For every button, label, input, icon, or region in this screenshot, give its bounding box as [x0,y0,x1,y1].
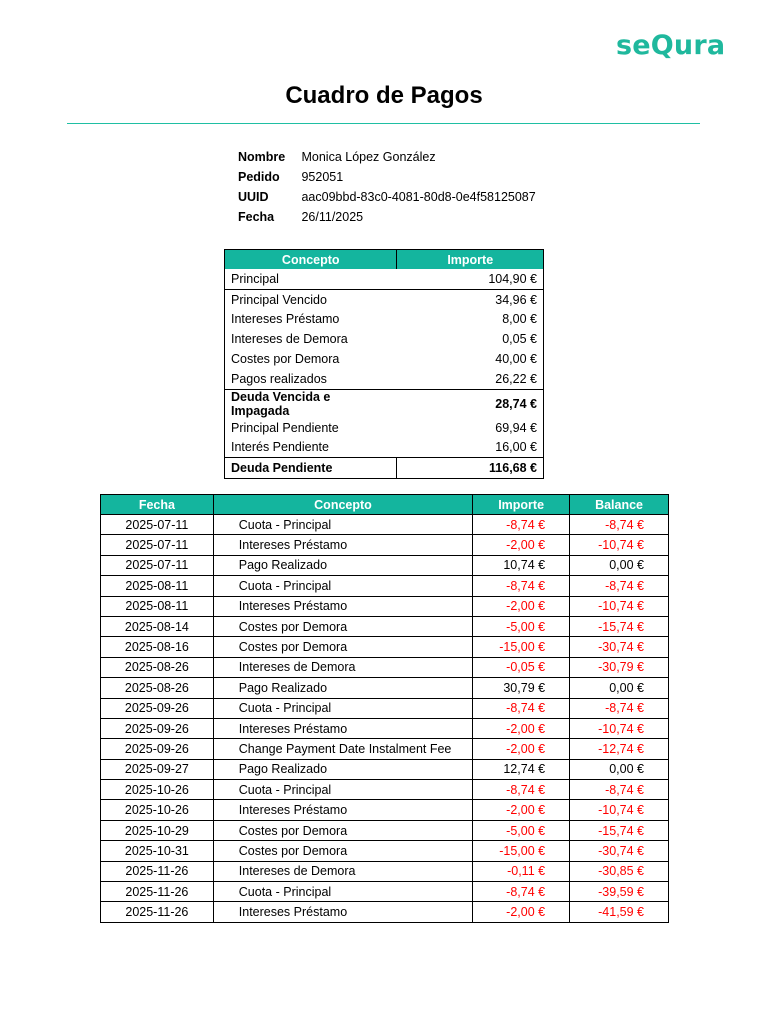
summary-amount: 40,00 € [495,352,537,367]
row-concept: Cuota - Principal [213,576,472,596]
summary-header-concepto: Concepto [225,250,397,270]
info-label: UUID [238,190,269,204]
summary-label: Intereses de Demora [231,332,348,347]
row-amount: -15,00 € [473,637,570,657]
info-row-pedido [238,167,536,187]
payments-header-concepto: Concepto [213,495,472,515]
summary-label: Intereses Préstamo [231,312,340,327]
summary-row [225,289,544,309]
payments-header-fecha: Fecha [101,495,214,515]
row-amount: -2,00 € [473,902,570,922]
row-amount: -2,00 € [473,800,570,820]
info-label: Nombre [238,150,286,164]
row-date: 2025-10-26 [101,800,214,820]
row-concept: Intereses Préstamo [213,718,472,738]
row-date: 2025-07-11 [101,515,214,535]
summary-header-row [225,250,544,270]
table-row [101,800,669,820]
row-amount: -5,00 € [473,616,570,636]
row-amount: 10,74 € [473,555,570,575]
row-balance: -41,59 € [570,902,669,922]
table-row [101,861,669,881]
row-concept: Cuota - Principal [213,780,472,800]
summary-row-overdue [225,389,544,418]
row-balance: -12,74 € [570,739,669,759]
row-concept: Intereses de Demora [213,657,472,677]
row-amount: -8,74 € [473,698,570,718]
order-info [238,147,536,227]
table-row [101,515,669,535]
row-amount: -8,74 € [473,576,570,596]
row-amount: 12,74 € [473,759,570,779]
row-concept: Intereses Préstamo [213,800,472,820]
summary-row-principal [225,269,544,289]
summary-amount: 8,00 € [502,312,537,327]
row-date: 2025-10-29 [101,820,214,840]
row-amount: -5,00 € [473,820,570,840]
row-amount: -2,00 € [473,718,570,738]
table-row [101,637,669,657]
row-concept: Cuota - Principal [213,882,472,902]
summary-label: Costes por Demora [231,352,340,367]
info-label: Pedido [238,170,280,184]
row-balance: -10,74 € [570,718,669,738]
row-balance: 0,00 € [570,759,669,779]
summary-row [225,438,544,458]
table-row [101,555,669,575]
row-amount: -0,11 € [473,861,570,881]
row-date: 2025-08-26 [101,657,214,677]
row-amount: 30,79 € [473,678,570,698]
summary-row [225,329,544,349]
row-balance: -30,74 € [570,841,669,861]
summary-row [225,418,544,438]
row-balance: -30,79 € [570,657,669,677]
row-concept: Intereses Préstamo [213,902,472,922]
summary-row-total [225,458,544,479]
row-date: 2025-09-27 [101,759,214,779]
row-date: 2025-08-11 [101,576,214,596]
payments-header-balance: Balance [570,495,669,515]
table-row [101,616,669,636]
summary-amount: 28,74 € [397,389,544,418]
summary-row [225,310,544,330]
row-concept: Pago Realizado [213,678,472,698]
info-row-fecha [238,207,536,227]
row-concept: Cuota - Principal [213,698,472,718]
summary-amount: 0,05 € [502,332,537,347]
table-row [101,698,669,718]
row-amount: -8,74 € [473,515,570,535]
row-date: 2025-11-26 [101,902,214,922]
row-balance: -10,74 € [570,596,669,616]
row-amount: -8,74 € [473,780,570,800]
info-value: 952051 [301,170,344,184]
summary-table [224,249,544,479]
row-date: 2025-10-26 [101,780,214,800]
info-value: Monica López González [301,150,436,164]
table-row [101,657,669,677]
row-amount: -0,05 € [473,657,570,677]
table-row [101,902,669,922]
row-date: 2025-11-26 [101,861,214,881]
table-row [101,678,669,698]
info-row-nombre [238,147,536,167]
row-date: 2025-11-26 [101,882,214,902]
row-date: 2025-08-26 [101,678,214,698]
row-balance: -10,74 € [570,535,669,555]
summary-label: Principal [231,271,279,286]
summary-amount: 26,22 € [495,371,537,386]
sequra-logo: seQura [616,30,726,61]
row-concept: Intereses de Demora [213,861,472,881]
row-amount: -8,74 € [473,882,570,902]
row-concept: Costes por Demora [213,637,472,657]
row-balance: 0,00 € [570,678,669,698]
info-value: aac09bbd-83c0-4081-80d8-0e4f58125087 [301,190,536,204]
summary-amount: 34,96 € [397,289,544,309]
summary-label: Principal Pendiente [231,420,339,435]
row-date: 2025-09-26 [101,718,214,738]
summary-header-importe: Importe [397,250,544,270]
table-row [101,596,669,616]
row-balance: -8,74 € [570,515,669,535]
row-balance: -15,74 € [570,616,669,636]
page-title: Cuadro de Pagos [285,82,483,109]
row-concept: Intereses Préstamo [213,596,472,616]
row-balance: -30,74 € [570,637,669,657]
row-amount: -15,00 € [473,841,570,861]
summary-row [225,349,544,369]
row-concept: Intereses Préstamo [213,535,472,555]
title-divider [67,123,700,124]
row-concept: Cuota - Principal [213,515,472,535]
table-row [101,820,669,840]
table-row [101,739,669,759]
summary-row [225,369,544,389]
table-row [101,718,669,738]
payments-header-importe: Importe [473,495,570,515]
row-concept: Pago Realizado [213,555,472,575]
row-date: 2025-09-26 [101,698,214,718]
table-row [101,759,669,779]
payments-header-row [101,495,669,515]
row-concept: Pago Realizado [213,759,472,779]
row-date: 2025-09-26 [101,739,214,759]
summary-amount: 16,00 € [495,440,537,455]
row-concept: Costes por Demora [213,616,472,636]
row-date: 2025-07-11 [101,555,214,575]
summary-amount: 116,68 € [397,458,544,479]
row-amount: -2,00 € [473,535,570,555]
row-date: 2025-08-16 [101,637,214,657]
row-date: 2025-08-14 [101,616,214,636]
row-balance: -8,74 € [570,576,669,596]
info-label: Fecha [238,210,275,224]
row-amount: -2,00 € [473,596,570,616]
row-amount: -2,00 € [473,739,570,759]
row-balance: -39,59 € [570,882,669,902]
row-concept: Change Payment Date Instalment Fee [213,739,472,759]
summary-label: Deuda Vencida e Impagada [225,389,397,418]
summary-label: Pagos realizados [231,371,327,386]
row-balance: -8,74 € [570,698,669,718]
summary-amount: 104,90 € [488,271,537,286]
row-concept: Costes por Demora [213,820,472,840]
row-concept: Costes por Demora [213,841,472,861]
summary-amount: 69,94 € [495,420,537,435]
row-date: 2025-10-31 [101,841,214,861]
row-balance: -15,74 € [570,820,669,840]
table-row [101,841,669,861]
table-row [101,576,669,596]
row-balance: -10,74 € [570,800,669,820]
row-balance: -30,85 € [570,861,669,881]
row-balance: -8,74 € [570,780,669,800]
payments-table [100,494,669,923]
row-date: 2025-08-11 [101,596,214,616]
row-balance: 0,00 € [570,555,669,575]
info-row-uuid [238,187,536,207]
table-row [101,780,669,800]
table-row [101,882,669,902]
row-date: 2025-07-11 [101,535,214,555]
info-value: 26/11/2025 [301,210,364,224]
summary-label: Principal Vencido [225,289,397,309]
table-row [101,535,669,555]
summary-label: Deuda Pendiente [225,458,397,479]
summary-label: Interés Pendiente [231,440,329,455]
